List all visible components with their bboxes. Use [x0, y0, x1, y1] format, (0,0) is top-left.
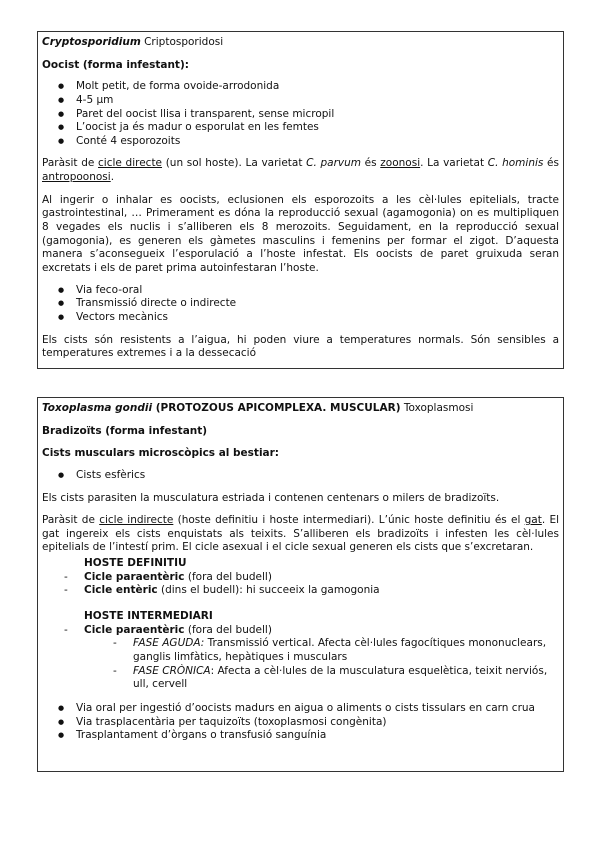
term-cicle-directe: cicle directe: [98, 157, 163, 170]
dash-marker: -: [64, 584, 68, 597]
item-label: Cicle paraentèric: [84, 623, 185, 636]
box1-cycle-paragraph: [42, 157, 559, 184]
list-item: ● Via feco-oral: [76, 284, 559, 298]
box2-cyst-list: [42, 469, 559, 483]
list-item: ● Transmissió directe o indirecte: [76, 297, 559, 311]
text: (hoste definitiu i hoste intermediari). L’únic hoste definitiu és el: [173, 514, 525, 527]
term-zoonosi: zoonosi: [380, 157, 421, 170]
phase-text: : Afecta a cèl·lules de la musculatura esquelètica, teixit nerviós, ull, cervell: [133, 664, 548, 691]
phase-acute: [42, 637, 559, 664]
text: Paràsit de: [42, 157, 99, 170]
item-text: (fora del budell): [184, 623, 272, 636]
box2-subtitle-cists: Cists musculars microscòpics al bestiar:: [42, 447, 280, 460]
dash-marker: -: [113, 637, 117, 650]
box2-title-class: (PROTOZOUS APICOMPLEXA. MUSCULAR): [152, 402, 401, 414]
term-cicle-indirecte: cicle indirecte: [99, 514, 174, 527]
phase-text: Transmissió vertical. Afecta cèl·lules fagocítiques mononuclears, ganglis limfàtics, hepàtiques i musculars: [133, 637, 547, 663]
definitive-host-heading: HOSTE DEFINITIU: [84, 557, 187, 570]
item-label: Cicle entèric: [84, 584, 158, 597]
list-item: ● Via trasplacentària per taquizoïts (toxoplasmosi congènita): [76, 716, 559, 730]
item-text: (dins el budell): hi succeeix la gamogonia: [157, 584, 380, 597]
dash-marker: -: [64, 623, 68, 636]
intermediate-host-item: [42, 624, 559, 638]
intermediate-host-heading: HOSTE INTERMEDIARI: [84, 610, 213, 623]
box2-title: [42, 402, 559, 416]
box2-title-disease: Toxoplasmosi: [400, 402, 474, 414]
list-item: ● Vectors mecànics: [76, 311, 559, 325]
text: . El gat ingereix els cists enquistats als teixits. S’alliberen els bradizoïts i infesten les cèl·lules epitelials de l’intestí prim. El cicle asexual i el cicle sexual generen els cists que s’excretaran.: [42, 514, 559, 554]
text: (un sol hoste). La varietat: [162, 157, 307, 170]
item-text: (fora del budell): [184, 570, 272, 583]
box1-features-list: [42, 80, 559, 148]
box1-resistance-paragraph: Els cists són resistents a l’aigua, hi poden viure a temperatures normals. Són sensibles a temperatures extremes i a la dessecació: [42, 333, 559, 360]
text: és: [361, 157, 381, 170]
term-antropoonosi: antropoonosi: [42, 171, 111, 184]
list-item: ● Cists esfèrics: [76, 469, 559, 483]
box2-subtitle-bradizoits: Bradizoïts (forma infestant): [42, 424, 208, 437]
text: és: [543, 157, 559, 170]
box1-title-genus: Cryptosporidium: [42, 36, 141, 48]
dash-marker: -: [113, 664, 117, 677]
phase-label: FASE AGUDA:: [133, 637, 205, 650]
toxoplasma-box: [37, 397, 564, 772]
box1-title: [42, 36, 559, 50]
term-gat: gat: [524, 514, 542, 527]
list-item: ● Paret del oocist llisa i transparent, sense micropil: [76, 108, 559, 122]
list-item: ● Conté 4 esporozoits: [76, 135, 559, 149]
phase-chronic: [42, 665, 559, 692]
text: .: [110, 171, 115, 184]
species-c-parvum: C. parvum: [306, 157, 361, 170]
box2-cyst-paragraph: Els cists parasiten la musculatura estriada i contenen centenars o milers de bradizoïts.: [42, 491, 500, 504]
box1-title-disease: Criptosporidosi: [140, 36, 224, 48]
text: Paràsit de: [42, 514, 100, 527]
phase-label: FASE CRÒNICA: [133, 664, 211, 677]
species-c-hominis: C. hominis: [487, 157, 544, 170]
box1-lifecycle-paragraph: Al ingerir o inhalar es oocists, eclusionen els esporozoits a les cèl·lules epitelials, tracte gastrointestinal, … Primerament es dóna la reproducció sexual (agamogonia) on es multipliquen 8 vegades els nuclis i s’alliberen els 8 merozoits. Seguidament, en la reproducció sexual (gamogonia), es generen els gàmetes masculins i femenins per formar el zigot. D’aquesta manera s’aconsegueix l’esporulació a l’hoste infestat. Els oocists de paret gruixuda seran excretats i els de paret prima autoinfestaran l’hoste.: [42, 193, 559, 274]
list-item: ● Via oral per ingestió d’oocists madurs en aigua o aliments o cists tissulars en carn crua: [76, 702, 559, 716]
list-item: ● L’oocist ja és madur o esporulat en les femtes: [76, 121, 559, 135]
cryptosporidium-box: [37, 31, 564, 369]
box1-routes-list: [42, 284, 559, 325]
list-item: ● Molt petit, de forma ovoide-arrodonida: [76, 80, 559, 94]
box2-cycle-paragraph: [42, 514, 559, 555]
list-item: ● 4-5 μm: [76, 94, 559, 108]
text: . La varietat: [420, 157, 488, 170]
definitive-host-item: [42, 584, 559, 598]
dash-marker: -: [64, 570, 68, 583]
list-item: ● Trasplantament d’òrgans o transfusió sanguínia: [76, 729, 559, 743]
definitive-host-item: [42, 571, 559, 585]
box1-subtitle: Oocist (forma infestant):: [42, 58, 189, 71]
box2-title-genus: Toxoplasma gondii: [42, 402, 153, 414]
box2-routes-list: [42, 702, 559, 743]
item-label: Cicle paraentèric: [84, 570, 185, 583]
